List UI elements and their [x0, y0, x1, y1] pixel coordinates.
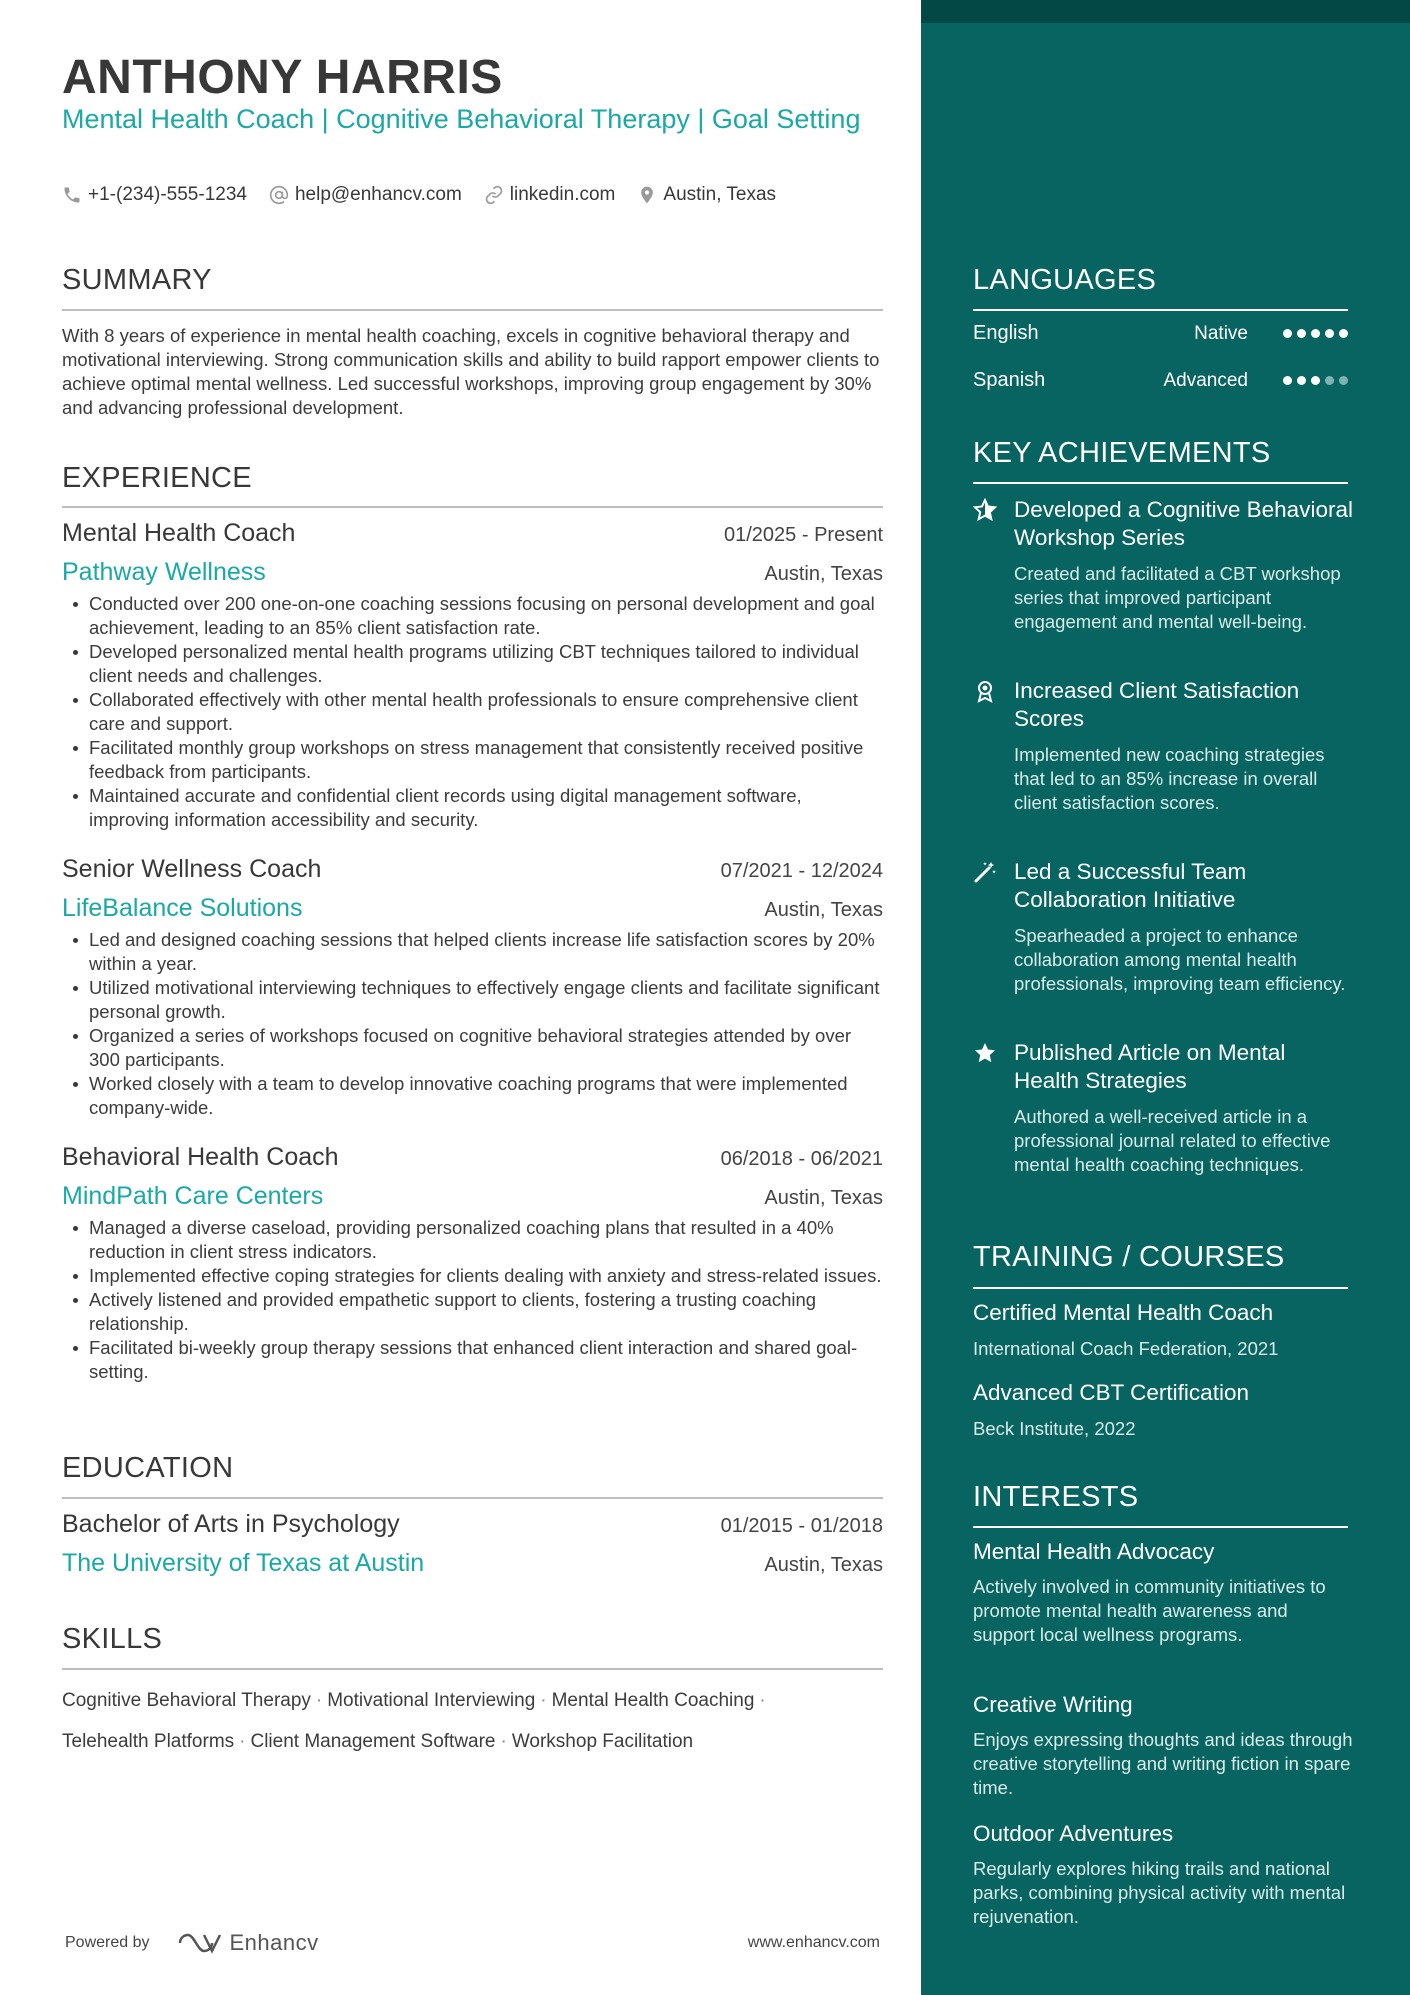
skills-divider	[62, 1668, 883, 1670]
proficiency-dot	[1297, 329, 1306, 338]
job-location: Austin, Texas	[764, 563, 883, 585]
company-name: LifeBalance Solutions	[62, 894, 303, 922]
phone-icon	[62, 185, 82, 205]
linkedin-text: linkedin.com	[509, 184, 616, 205]
job-title: Behavioral Health Coach	[62, 1143, 339, 1171]
experience-entry	[62, 855, 883, 1120]
experience-entry	[62, 519, 883, 832]
experience-divider	[62, 506, 883, 508]
skill-item: Workshop Facilitation	[511, 1731, 694, 1752]
contact-email[interactable]	[269, 184, 462, 206]
proficiency-dot	[1311, 376, 1320, 385]
languages-heading: LANGUAGES	[973, 264, 1157, 296]
achievements-heading: KEY ACHIEVEMENTS	[973, 437, 1271, 469]
language-level: Native	[1194, 322, 1248, 344]
headline: Mental Health Coach | Cognitive Behavioral Therapy | Goal Setting	[62, 104, 861, 134]
skills-list: Cognitive Behavioral Therapy · Motivational Interviewing · Mental Health Coaching · Telehealth Platforms · Client Management Software · Workshop Facilitation	[62, 1690, 766, 1752]
bullet-item: Developed personalized mental health programs utilizing CBT techniques tailored to individual client needs and challenges.	[62, 640, 883, 688]
candidate-name: ANTHONY HARRIS	[62, 51, 503, 104]
powered-by	[65, 1930, 319, 1956]
experience-heading: EXPERIENCE	[62, 462, 252, 494]
job-dates: 01/2025 - Present	[724, 524, 883, 546]
interest-desc: Enjoys expressing thoughts and ideas through creative storytelling and writing fiction in spare time.	[973, 1729, 1353, 1798]
bullet-item: Facilitated monthly group workshops on stress management that consistently received positive feedback from participants.	[62, 736, 883, 784]
at-icon	[269, 185, 289, 205]
course-title: Advanced CBT Certification	[973, 1380, 1249, 1405]
company-name: MindPath Care Centers	[62, 1182, 324, 1210]
powered-by-label: Powered by	[65, 1934, 150, 1951]
proficiency-dot	[1339, 376, 1348, 385]
job-location: Austin, Texas	[764, 899, 883, 921]
bullet-item: Conducted over 200 one-on-one coaching sessions focusing on personal development and goal achievement, leading to an 85% client satisfaction rate.	[62, 592, 883, 640]
education-heading: EDUCATION	[62, 1452, 234, 1484]
bullet-item: Collaborated effectively with other mental health professionals to ensure comprehensive client care and support.	[62, 688, 883, 736]
proficiency-dot	[1297, 376, 1306, 385]
enhancv-logo[interactable]	[176, 1930, 319, 1956]
summary-heading: SUMMARY	[62, 264, 212, 296]
sidebar-top-band	[921, 0, 1410, 23]
interests-heading: INTERESTS	[973, 1481, 1139, 1513]
achievement-item	[973, 858, 1353, 996]
job-bullets	[62, 928, 883, 1120]
interest-item	[973, 1539, 1353, 1647]
job-dates: 07/2021 - 12/2024	[720, 860, 883, 882]
language-dots	[1278, 376, 1348, 385]
education-dates: 01/2015 - 01/2018	[720, 1515, 883, 1537]
education-divider	[62, 1497, 883, 1499]
job-location: Austin, Texas	[764, 1187, 883, 1209]
skill-item: Mental Health Coaching	[551, 1690, 755, 1711]
courses-divider	[973, 1287, 1348, 1289]
proficiency-dot	[1311, 329, 1320, 338]
skill-item: Client Management Software	[250, 1731, 496, 1752]
bullet-item: Worked closely with a team to develop innovative coaching programs that were implemented company-wide.	[62, 1072, 883, 1120]
bullet-item: Maintained accurate and confidential client records using digital management software, improving information accessibility and security.	[62, 784, 883, 832]
job-bullets	[62, 592, 883, 832]
achievement-item	[973, 496, 1353, 634]
proficiency-dot	[1283, 329, 1292, 338]
language-item	[973, 369, 1348, 392]
interest-item	[973, 1821, 1353, 1929]
proficiency-dot	[1325, 376, 1334, 385]
contact-bar	[62, 184, 798, 206]
bullet-item: Managed a diverse caseload, providing personalized coaching plans that resulted in a 40% reduction in client stress indicators.	[62, 1216, 883, 1264]
achievement-item	[973, 1039, 1353, 1177]
achievement-desc: Implemented new coaching strategies that led to an 85% increase in overall client satisfaction scores.	[1014, 744, 1325, 813]
link-icon	[484, 185, 504, 205]
education-entry	[62, 1510, 883, 1578]
proficiency-dot	[1339, 329, 1348, 338]
courses-heading: TRAINING / COURSES	[973, 1241, 1285, 1273]
job-dates: 06/2018 - 06/2021	[720, 1148, 883, 1170]
course-provider: International Coach Federation, 2021	[973, 1338, 1279, 1359]
job-bullets	[62, 1216, 883, 1384]
bullet-item: Led and designed coaching sessions that helped clients increase life satisfaction scores by 20% within a year.	[62, 928, 883, 976]
language-name: English	[973, 322, 1039, 344]
bullet-item: Facilitated bi-weekly group therapy sessions that enhanced client interaction and shared goal-setting.	[62, 1336, 883, 1384]
experience-entry	[62, 1143, 883, 1384]
interest-desc: Regularly explores hiking trails and national parks, combining physical activity with mental rejuvenation.	[973, 1858, 1346, 1927]
course-item	[973, 1380, 1353, 1440]
footer-url[interactable]: www.enhancv.com	[747, 1934, 880, 1951]
interest-title: Mental Health Advocacy	[973, 1539, 1215, 1564]
job-title: Senior Wellness Coach	[62, 855, 322, 883]
contact-linkedin[interactable]	[484, 184, 616, 206]
achievement-item	[973, 677, 1353, 815]
email-text: help@enhancv.com	[294, 184, 462, 205]
contact-location	[637, 184, 776, 206]
summary-text: With 8 years of experience in mental health coaching, excels in cognitive behavioral therapy and motivational interviewing. Strong communication skills and ability to build rapport empower clients to achieve optimal mental wellness. Led successful workshops, improving group engagement by 30% and advancing professional development.	[62, 325, 880, 418]
skill-item: Cognitive Behavioral Therapy	[62, 1690, 311, 1711]
bullet-item: Actively listened and provided empathetic support to clients, fostering a trusting coaching relationship.	[62, 1288, 883, 1336]
map-pin-icon	[637, 185, 657, 205]
phone-text: +1-(234)-555-1234	[88, 184, 247, 205]
interests-divider	[973, 1526, 1348, 1528]
skill-item: Telehealth Platforms	[62, 1731, 235, 1752]
bullet-item: Utilized motivational interviewing techniques to effectively engage clients and facilitate significant personal growth.	[62, 976, 883, 1024]
languages-divider	[973, 309, 1348, 311]
achievement-title: Led a Successful Team Collaboration Initiative	[1014, 859, 1247, 912]
proficiency-dot	[1283, 376, 1292, 385]
degree-title: Bachelor of Arts in Psychology	[62, 1510, 400, 1538]
course-item	[973, 1300, 1353, 1360]
award-ribbon-icon	[973, 679, 997, 703]
achievement-desc: Authored a well-received article in a professional journal related to effective mental health coaching techniques.	[1014, 1106, 1331, 1175]
achievement-title: Increased Client Satisfaction Scores	[1014, 678, 1300, 731]
enhancv-logo-icon	[176, 1931, 224, 1955]
language-name: Spanish	[973, 369, 1046, 391]
skill-item: Motivational Interviewing	[327, 1690, 536, 1711]
footer	[65, 1930, 880, 1956]
star-icon	[973, 1041, 997, 1065]
bullet-item: Implemented effective coping strategies for clients dealing with anxiety and stress-related issues.	[62, 1264, 883, 1288]
interest-title: Creative Writing	[973, 1692, 1133, 1717]
interest-title: Outdoor Adventures	[973, 1821, 1174, 1846]
achievement-title: Developed a Cognitive Behavioral Workshop Series	[1014, 497, 1353, 550]
language-item	[973, 322, 1348, 345]
achievement-title: Published Article on Mental Health Strategies	[1014, 1040, 1286, 1093]
brand-name: Enhancv	[229, 1930, 319, 1955]
job-title: Mental Health Coach	[62, 519, 296, 547]
course-title: Certified Mental Health Coach	[973, 1300, 1274, 1325]
contact-phone[interactable]	[62, 184, 247, 206]
summary-divider	[62, 309, 883, 311]
achievement-desc: Spearheaded a project to enhance collaboration among mental health professionals, improving team efficiency.	[1014, 925, 1346, 994]
education-location: Austin, Texas	[764, 1554, 883, 1576]
proficiency-dot	[1325, 329, 1334, 338]
location-text: Austin, Texas	[663, 184, 777, 205]
star-outline-icon	[973, 498, 997, 522]
interest-desc: Actively involved in community initiatives to promote mental health awareness and support local wellness programs.	[973, 1576, 1326, 1645]
achievement-desc: Created and facilitated a CBT workshop series that improved participant engagement and mental well-being.	[1014, 563, 1341, 632]
language-level: Advanced	[1163, 369, 1248, 391]
interest-item	[973, 1692, 1353, 1800]
magic-wand-icon	[973, 860, 997, 884]
language-dots	[1278, 329, 1348, 338]
school-name: The University of Texas at Austin	[62, 1549, 425, 1577]
skills-heading: SKILLS	[62, 1623, 163, 1655]
course-provider: Beck Institute, 2022	[973, 1418, 1136, 1439]
bullet-item: Organized a series of workshops focused on cognitive behavioral strategies attended by over 300 participants.	[62, 1024, 883, 1072]
achievements-divider	[973, 482, 1348, 484]
company-name: Pathway Wellness	[62, 558, 266, 586]
